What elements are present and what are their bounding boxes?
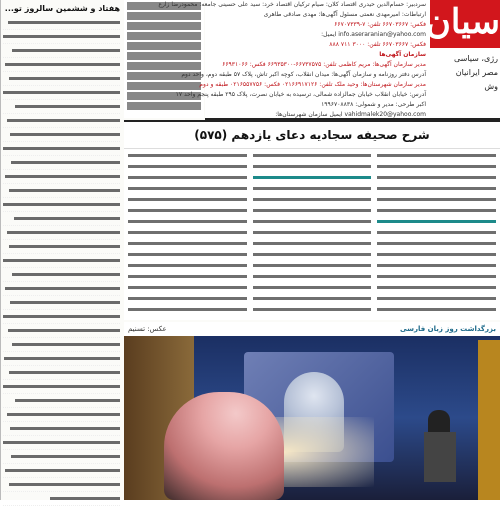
news-photo <box>124 322 500 500</box>
photo-caption: بزرگداشت روز زبان فارسی <box>399 325 496 333</box>
newspaper-logo: سیان <box>430 0 500 48</box>
masthead-band <box>158 0 500 118</box>
article-column-middle <box>253 150 372 316</box>
staff-row: فکس: ۶۶۷۰۳۶۶۷ تلفن: ۷-۶۶۷۰۷۳۳۹ <box>334 21 426 28</box>
photo-credit: عکس: تسنیم <box>128 325 167 333</box>
photo-caption-bar <box>124 322 500 336</box>
masthead-tagline: رژی، سیاسی مصر ایرانیان وش <box>453 54 498 91</box>
article-headline: شرح صحیفه سجادیه دعای یازدهم (۵۷۵) <box>124 122 500 149</box>
left-column-heading: هفتاد و ششمین سالروز تو... <box>4 4 120 13</box>
article-block <box>124 120 500 320</box>
staff-email: vahidmalek20@yahoo.com ایمیل سازمان شهرستان‌ها: <box>275 111 426 118</box>
staff-row: سردبیر: حسام‌الدین حیدری اقتصاد کلان: صیام ترکیان اقتصاد خرد: سید علی حسینی جامعه: محمودرضا زارع <box>158 1 426 8</box>
staff-row: ارتباطات: امیرمهدی نعمتی مسئول آگهی‌ها: مهدی صادقی طاهری <box>263 11 426 18</box>
article-column-right <box>377 150 496 316</box>
staff-row: اکبر طرحی: مدیر و شمولی: ۱۹۹۶۷۰۸۸۳۸ <box>321 101 426 108</box>
staff-row: فکس: ۶۶۷۰۳۶۶۷ تلفن: ۳۰۰۰ ۷۱۱ ۸۸۸ <box>329 41 426 48</box>
masthead-staff-box <box>158 0 426 118</box>
photo-podium <box>424 432 456 482</box>
center-top-text-column <box>124 0 204 118</box>
photo-banner <box>478 340 500 500</box>
article-body <box>128 150 496 316</box>
staff-row: مدیر سازمان شهرستان‌ها: وحید ملک تلفن: ۰۲۱۶۶۹۱۷۱۲۶ فکس: ۰۲۱۶۵۵۷۷۵۶ طبقه و دوم <box>199 81 426 88</box>
staff-email: info.aseraranian@yahoo.com ایمیل: <box>321 31 426 38</box>
left-news-column <box>0 0 124 500</box>
ads-heading: سازمان آگهی‌ها <box>379 51 426 58</box>
article-column-left <box>128 150 247 316</box>
staff-row: مدیر سازمان آگهی‌ها: مریم کاظمی تلفن: ۶۶۷۳۷۵۷۵-۶۶۹۳۵۳۰۰ فکس: ۶۶۹۳۱۰۶۶ <box>222 61 426 68</box>
photo-foreground-person <box>164 392 284 500</box>
staff-row: آدرس: خیابان انقلاب خیابان جمالزاده شمالی، ترسیده به خیابان نصرت، پلاک ۲۹۵ طبقه پنجم واحد ۱۷ <box>175 91 426 98</box>
staff-row: آدرس دفتر روزنامه و سازمان آگهی‌ها: میدان انقلاب، کوچه اکبر تاش، پلاک ۵۷ طبقه دوم، واحد دوم <box>181 71 426 78</box>
